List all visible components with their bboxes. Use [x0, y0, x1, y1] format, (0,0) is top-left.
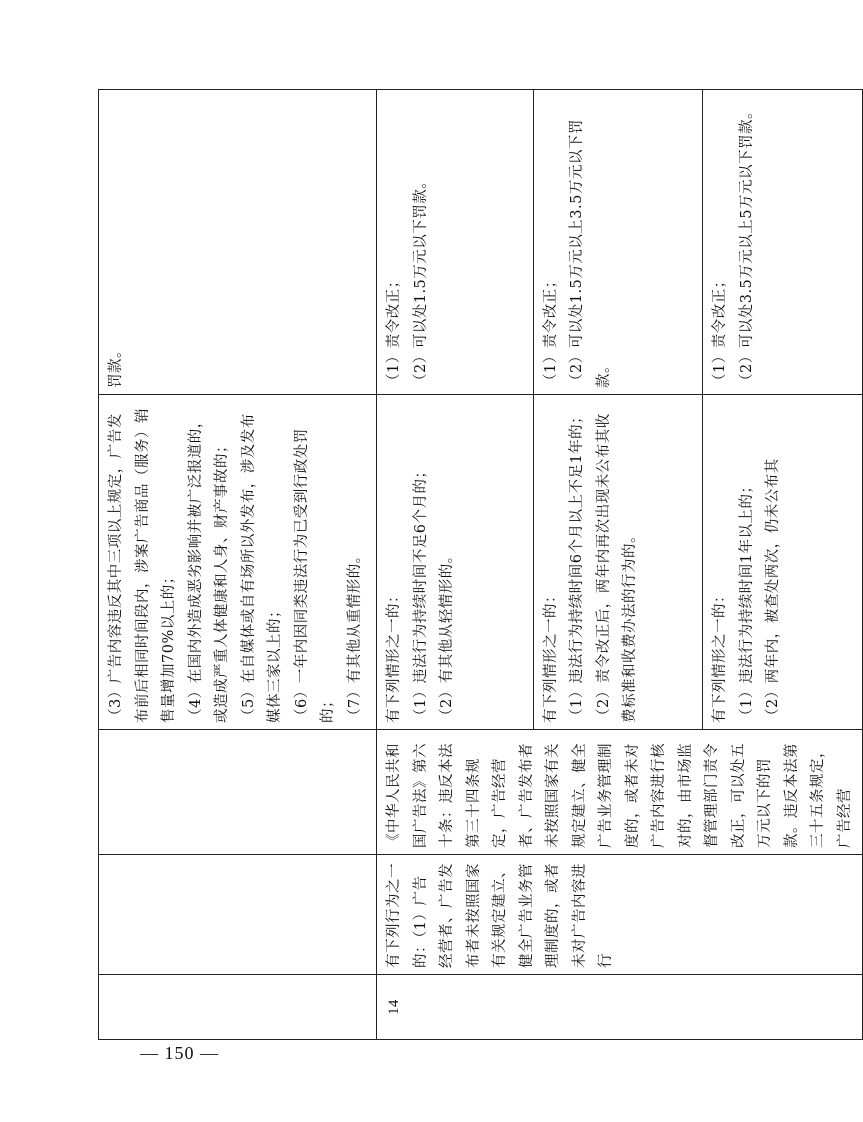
circumstance-cell: 有下列情形之一的： （1）违法行为持续时间1年以上的； （2）两年内，被查处两次，仍未公布其 — [703, 395, 863, 730]
rotated-table-wrapper — [98, 90, 853, 1040]
table-row-previous — [99, 90, 377, 1040]
table-row-14-sub1 — [377, 90, 534, 1040]
row-number-cell: 14 — [377, 975, 863, 1040]
circumstance-cell: 有下列情形之一的： （1）违法行为持续时间不足6个月的； （2）有其他从轻情形的。 — [377, 395, 534, 730]
penalty-cell: （1）责令改正； （2）可以处1.5万元以上3.5万元以下罚款。 — [533, 90, 703, 395]
penalty-cell: （1）责令改正； （2）可以处3.5万元以上5万元以下罚款。 — [703, 90, 863, 395]
circumstance-cell: （3）广告内容违反其中三项以上规定，广告发布前后相同时间段内，涉案广告商品（服务）销售量增加70%以上的； （4）在国内外造成恶劣影响并被广泛报道的，或造成严重人体健康和人身、财产事故的； （5）在自媒体或自有场所以外发布，涉及发布媒体三家以上的； （6）一年内因同类违法行为已受到行政处罚的； （7）有其他从重情形的。 — [99, 395, 377, 730]
behavior-cell: 有下列行为之一的：（1）广告经营者、广告发布者未按照国家有关规定建立、健全广告业务管理制度的，或者未对广告内容进行 — [377, 855, 863, 975]
behavior-cell — [99, 855, 377, 975]
law-cell: 《中华人民共和国广告法》第六十条：违反本法第三十四条规定，广告经营者、广告发布者未按照国家有关规定建立、健全广告业务管理制度的，或者未对广告内容进行核对的，由市场监督管理部门责令改正，可以处五万元以下的罚款。违反本法第三十五条规定，广告经营 — [377, 730, 863, 855]
penalty-cell: （1）责令改正； （2）可以处1.5万元以下罚款。 — [377, 90, 534, 395]
circumstance-cell: 有下列情形之一的： （1）违法行为持续时间6个月以上不足1年的； （2）责令改正后，两年内再次出现未公布其收费标准和收费办法的行为的。 — [533, 395, 703, 730]
law-cell — [99, 730, 377, 855]
page-number: — 150 — — [140, 1043, 219, 1063]
penalty-table — [98, 89, 863, 1040]
row-number-cell — [99, 975, 377, 1040]
rotated-table — [98, 90, 853, 1040]
penalty-cell: 罚款。 — [99, 90, 377, 395]
